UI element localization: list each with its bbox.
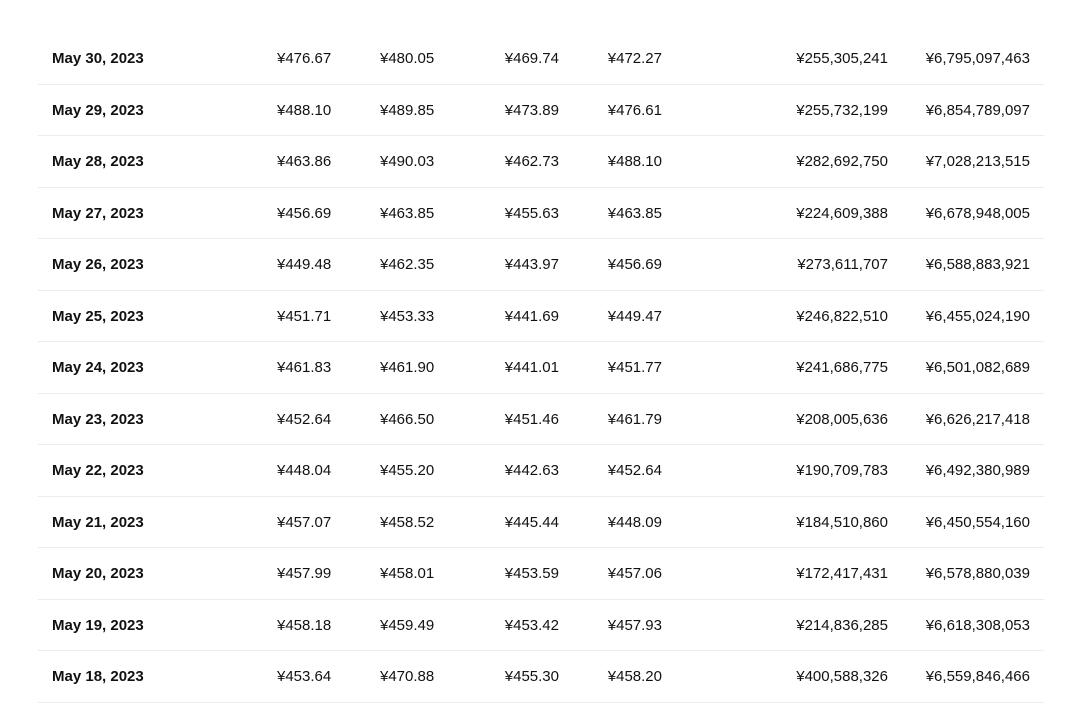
low-price-cell: ¥443.97 [504, 256, 559, 273]
low-price-cell: ¥455.30 [504, 668, 559, 685]
volume-cell: ¥224,609,388 [796, 204, 888, 222]
date-cell: May 25, 2023 [52, 307, 144, 325]
close-price-cell: ¥463.85 [607, 204, 662, 222]
low-price-cell: ¥453.42 [504, 616, 559, 634]
volume-cell: ¥208,005,636 [796, 410, 888, 428]
date-cell: May 19, 2023 [52, 616, 144, 634]
volume-cell: ¥214,836,285 [796, 616, 888, 634]
market-cap-cell: ¥6,618,308,053 [925, 616, 1030, 634]
date-cell: May 21, 2023 [52, 513, 144, 531]
volume-cell: ¥246,822,510 [796, 307, 888, 325]
date-cell: May 30, 2023 [52, 50, 144, 67]
table-row [38, 548, 1044, 600]
open-price-cell: ¥449.48 [277, 256, 332, 273]
open-price-cell: ¥448.04 [277, 462, 332, 479]
open-price-cell: ¥453.64 [277, 668, 332, 685]
close-price-cell: ¥451.77 [607, 359, 662, 376]
date-cell: May 23, 2023 [52, 410, 144, 428]
historical-data-table [38, 33, 1044, 703]
open-price-cell: ¥457.99 [277, 565, 332, 582]
close-price-cell: ¥456.69 [607, 256, 662, 273]
volume-cell: ¥241,686,775 [796, 359, 888, 376]
date-cell: May 27, 2023 [52, 204, 144, 222]
open-price-cell: ¥452.64 [277, 410, 332, 428]
table-row [38, 291, 1044, 343]
date-cell: May 20, 2023 [52, 565, 144, 582]
high-price-cell: ¥459.49 [380, 616, 435, 634]
high-price-cell: ¥480.05 [380, 50, 435, 67]
close-price-cell: ¥476.61 [607, 101, 662, 119]
high-price-cell: ¥453.33 [380, 307, 435, 325]
close-price-cell: ¥458.20 [607, 668, 662, 685]
volume-cell: ¥273,611,707 [797, 256, 888, 273]
close-price-cell: ¥488.10 [607, 153, 662, 170]
table-row [38, 33, 1044, 85]
open-price-cell: ¥488.10 [277, 101, 332, 119]
table-row [38, 85, 1044, 137]
table-row [38, 136, 1044, 188]
high-price-cell: ¥489.85 [380, 101, 435, 119]
close-price-cell: ¥457.06 [607, 565, 662, 582]
high-price-cell: ¥470.88 [380, 668, 435, 685]
high-price-cell: ¥458.52 [380, 513, 435, 531]
high-price-cell: ¥458.01 [380, 565, 435, 582]
low-price-cell: ¥441.01 [504, 359, 559, 376]
open-price-cell: ¥458.18 [277, 616, 332, 634]
open-price-cell: ¥476.67 [277, 50, 332, 67]
volume-cell: ¥255,732,199 [796, 101, 888, 119]
close-price-cell: ¥448.09 [607, 513, 662, 531]
low-price-cell: ¥469.74 [504, 50, 559, 67]
high-price-cell: ¥462.35 [380, 256, 435, 273]
low-price-cell: ¥451.46 [504, 410, 559, 428]
low-price-cell: ¥462.73 [504, 153, 559, 170]
table-row [38, 497, 1044, 549]
date-cell: May 18, 2023 [52, 668, 144, 685]
table-row [38, 651, 1044, 703]
high-price-cell: ¥455.20 [380, 462, 435, 479]
table-row [38, 342, 1044, 394]
market-cap-cell: ¥6,455,024,190 [925, 307, 1030, 325]
low-price-cell: ¥445.44 [504, 513, 559, 531]
close-price-cell: ¥457.93 [607, 616, 662, 634]
market-cap-cell: ¥6,450,554,160 [925, 513, 1030, 531]
high-price-cell: ¥490.03 [380, 153, 435, 170]
market-cap-cell: ¥6,501,082,689 [925, 359, 1030, 376]
table-row [38, 239, 1044, 291]
date-cell: May 29, 2023 [52, 101, 144, 119]
volume-cell: ¥400,588,326 [796, 668, 888, 685]
table-row [38, 600, 1044, 652]
low-price-cell: ¥441.69 [504, 307, 559, 325]
date-cell: May 22, 2023 [52, 462, 144, 479]
date-cell: May 28, 2023 [52, 153, 144, 170]
close-price-cell: ¥449.47 [607, 307, 662, 325]
date-cell: May 26, 2023 [52, 256, 144, 273]
open-price-cell: ¥461.83 [277, 359, 332, 376]
market-cap-cell: ¥6,492,380,989 [925, 462, 1030, 479]
market-cap-cell: ¥6,559,846,466 [925, 668, 1030, 685]
volume-cell: ¥255,305,241 [796, 50, 888, 67]
open-price-cell: ¥456.69 [277, 204, 332, 222]
market-cap-cell: ¥6,626,217,418 [925, 410, 1030, 428]
close-price-cell: ¥452.64 [607, 462, 662, 479]
volume-cell: ¥282,692,750 [796, 153, 888, 170]
open-price-cell: ¥457.07 [277, 513, 332, 531]
close-price-cell: ¥472.27 [607, 50, 662, 67]
low-price-cell: ¥473.89 [504, 101, 559, 119]
close-price-cell: ¥461.79 [607, 410, 662, 428]
volume-cell: ¥190,709,783 [796, 462, 888, 479]
high-price-cell: ¥463.85 [380, 204, 435, 222]
market-cap-cell: ¥6,854,789,097 [925, 101, 1030, 119]
market-cap-cell: ¥6,578,880,039 [925, 565, 1030, 582]
market-cap-cell: ¥6,795,097,463 [925, 50, 1030, 67]
volume-cell: ¥172,417,431 [796, 565, 888, 582]
volume-cell: ¥184,510,860 [796, 513, 888, 531]
open-price-cell: ¥463.86 [277, 153, 332, 170]
market-cap-cell: ¥6,678,948,005 [925, 204, 1030, 222]
market-cap-cell: ¥7,028,213,515 [925, 153, 1030, 170]
high-price-cell: ¥466.50 [380, 410, 435, 428]
table-row [38, 445, 1044, 497]
table-row [38, 188, 1044, 240]
low-price-cell: ¥455.63 [504, 204, 559, 222]
low-price-cell: ¥453.59 [504, 565, 559, 582]
low-price-cell: ¥442.63 [504, 462, 559, 479]
open-price-cell: ¥451.71 [277, 307, 332, 325]
date-cell: May 24, 2023 [52, 359, 144, 376]
market-cap-cell: ¥6,588,883,921 [925, 256, 1030, 273]
table-row [38, 394, 1044, 446]
high-price-cell: ¥461.90 [380, 359, 435, 376]
